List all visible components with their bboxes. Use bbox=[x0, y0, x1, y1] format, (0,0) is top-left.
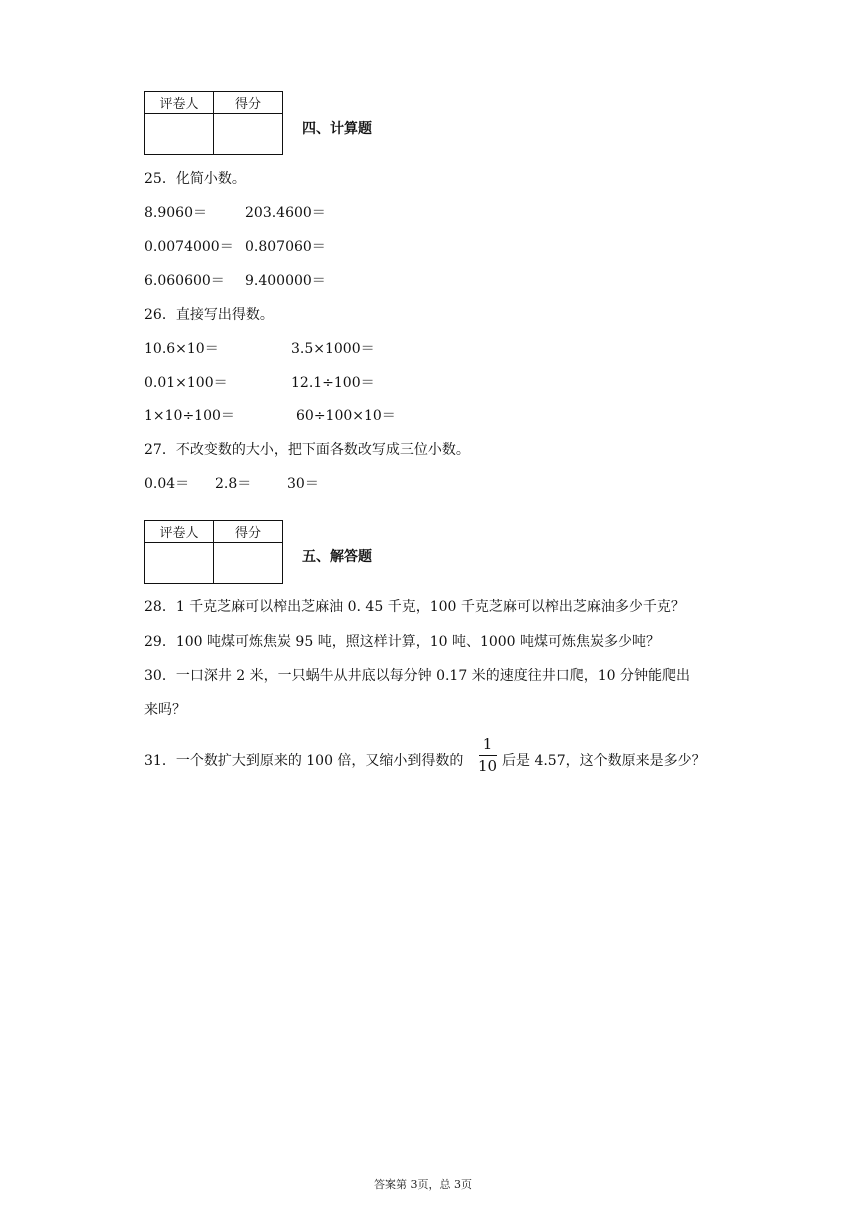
score-cell bbox=[214, 543, 283, 584]
q25-item: 0.0074000＝ bbox=[144, 239, 234, 255]
q26-stem: 26．直接写出得数。 bbox=[144, 307, 274, 323]
score-header: 得分 bbox=[214, 92, 283, 114]
q25-stem: 25．化简小数。 bbox=[144, 171, 246, 187]
q31-prefix: 31．一个数扩大到原来的 100 倍，又缩小到得数的 bbox=[144, 753, 464, 769]
q26-item: 1×10÷100＝ bbox=[144, 408, 235, 424]
fraction-denominator: 10 bbox=[478, 757, 498, 775]
grader-header: 评卷人 bbox=[145, 92, 214, 114]
q25-item: 0.807060＝ bbox=[245, 239, 326, 255]
q27-item: 0.04＝ bbox=[144, 476, 190, 492]
section5-title: 五、解答题 bbox=[302, 549, 372, 565]
q25-item: 203.4600＝ bbox=[245, 205, 326, 221]
q25-item: 8.9060＝ bbox=[144, 205, 207, 221]
q30-line2: 来吗？ bbox=[144, 702, 186, 718]
q26-item: 0.01×100＝ bbox=[144, 375, 228, 391]
q28: 28．1 千克芝麻可以榨出芝麻油 0. 45 千克，100 千克芝麻可以榨出芝麻油多少千克？ bbox=[144, 599, 685, 615]
q26-item: 12.1÷100＝ bbox=[291, 375, 375, 391]
q26-item: 10.6×10＝ bbox=[144, 341, 219, 357]
q26-item: 60÷100×10＝ bbox=[296, 408, 396, 424]
q27-item: 2.8＝ bbox=[215, 476, 252, 492]
section4-title: 四、计算题 bbox=[302, 121, 372, 137]
q26-item: 3.5×1000＝ bbox=[291, 341, 375, 357]
grader-header: 评卷人 bbox=[145, 521, 214, 543]
fraction-numerator: 1 bbox=[482, 735, 493, 753]
q25-item: 6.060600＝ bbox=[144, 273, 225, 289]
score-table-section5 bbox=[144, 520, 283, 584]
score-table-section4 bbox=[144, 91, 283, 155]
fraction-one-tenth bbox=[478, 737, 497, 774]
fraction-bar bbox=[479, 755, 497, 756]
q31-suffix: 后是 4.57，这个数原来是多少？ bbox=[502, 753, 706, 769]
page-footer: 答案第 3页，总 3页 bbox=[374, 1178, 472, 1191]
grader-cell bbox=[145, 543, 214, 584]
q27-stem: 27．不改变数的大小，把下面各数改写成三位小数。 bbox=[144, 442, 470, 458]
q30-line1: 30．一口深井 2 米，一只蜗牛从井底以每分钟 0.17 米的速度往井口爬，10 分钟能爬出 bbox=[144, 668, 690, 684]
grader-cell bbox=[145, 114, 214, 155]
q25-item: 9.400000＝ bbox=[245, 273, 326, 289]
q29: 29．100 吨煤可炼焦炭 95 吨，照这样计算，10 吨、1000 吨煤可炼焦炭多少吨？ bbox=[144, 634, 661, 650]
score-cell bbox=[214, 114, 283, 155]
q27-item: 30＝ bbox=[287, 476, 319, 492]
score-header: 得分 bbox=[214, 521, 283, 543]
